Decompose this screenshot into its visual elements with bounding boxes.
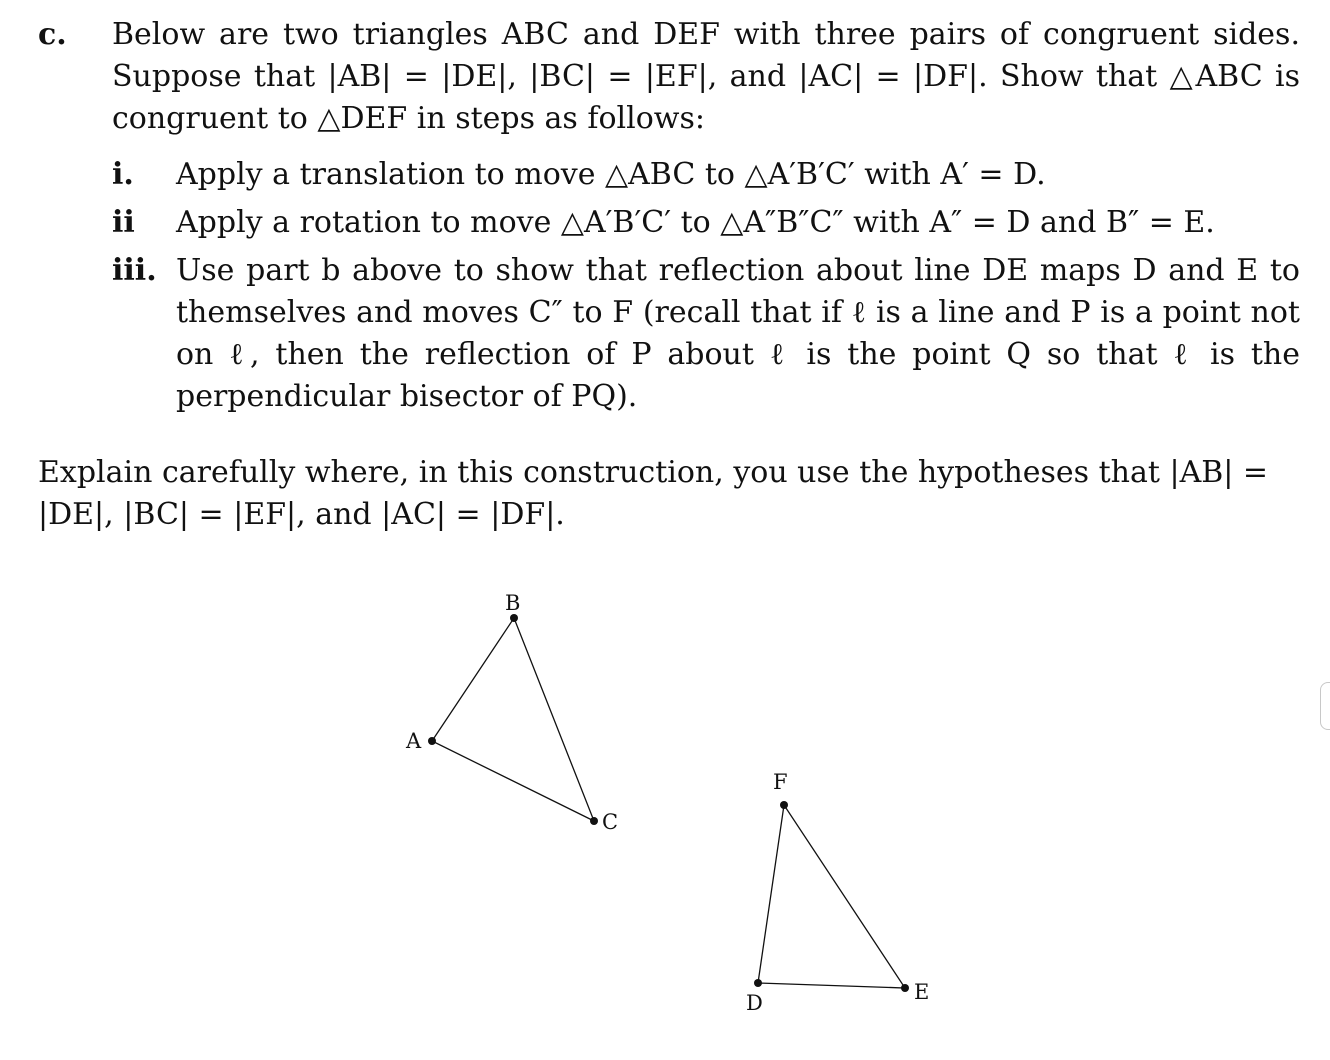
- label-b: B: [505, 591, 521, 615]
- label-d: D: [746, 991, 763, 1015]
- explain-paragraph: Explain carefully where, in this construction, you use the hypotheses that |AB| = |DE|, |BC| = |EF|, and |AC| = |DF|.: [38, 455, 1269, 532]
- part-c-text: Below are two triangles ABC and DEF with three pairs of congruent sides. Suppose that |AB| = |DE|, |BC| = |EF|, and |AC| = |DF|. Show that △ABC is congruent to △DEF in steps as follows:: [112, 17, 1300, 136]
- step-iii-label: iii.: [112, 253, 157, 288]
- point-c: [590, 817, 598, 825]
- point-d: [754, 979, 762, 987]
- step-ii-text: Apply a rotation to move △A′B′C′ to △A″B″C″ with A″ = D and B″ = E.: [176, 205, 1215, 240]
- label-a: A: [406, 729, 422, 753]
- point-b: [510, 614, 518, 622]
- point-e: [901, 984, 909, 992]
- label-c: C: [602, 810, 619, 834]
- point-a: [428, 737, 436, 745]
- step-i-label: i.: [112, 157, 134, 192]
- label-e: E: [914, 980, 930, 1004]
- step-iii-text: Use part b above to show that reflection about line DE maps D and E to themselves and moves C″ to F (recall that if ℓ is a line and P is a point not on ℓ, then the reflection of P about ℓ is the point Q so that ℓ is the perpendicular bisector of PQ).: [176, 253, 1300, 414]
- side-panel-handle[interactable]: [1320, 682, 1330, 730]
- point-f: [780, 801, 788, 809]
- triangle-def: [758, 805, 905, 988]
- step-i-text: Apply a translation to move △ABC to △A′B′C′ with A′ = D.: [176, 157, 1046, 192]
- triangle-abc: [432, 618, 594, 821]
- part-c-label: c.: [38, 17, 67, 52]
- step-ii-label: ii: [112, 205, 135, 240]
- label-f: F: [773, 770, 788, 794]
